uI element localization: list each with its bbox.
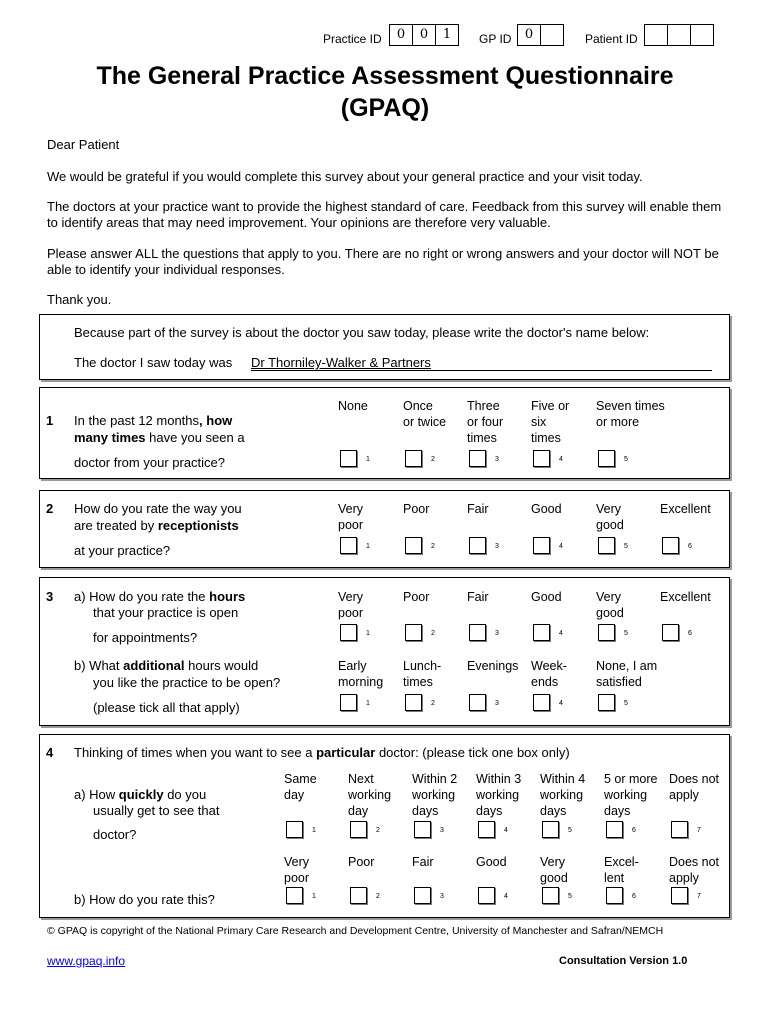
question-2-number: 2 <box>46 501 54 516</box>
practice-id-digit[interactable]: 0 <box>412 25 435 45</box>
q3a-code: 1 <box>366 630 370 637</box>
q3b-option-label: Early morning <box>338 659 384 689</box>
practice-id-boxes[interactable] <box>389 24 459 46</box>
q2-checkbox[interactable] <box>469 537 486 554</box>
question-3b-line-2: you like the practice to be open? <box>93 675 281 690</box>
gp-id-digit[interactable]: 0 <box>524 27 534 42</box>
gpaq-website-link[interactable]: www.gpaq.info <box>47 954 126 968</box>
q4a-text-2: do you <box>163 787 207 802</box>
q3a-checkbox[interactable] <box>533 624 550 641</box>
q2-checkbox[interactable] <box>405 537 422 554</box>
question-4a-line-3: doctor? <box>93 827 137 842</box>
q3a-option-label: Excellent <box>660 590 711 604</box>
q4b-option-label: Excel- lent <box>604 855 639 885</box>
question-3a-line-3: for appointments? <box>93 630 198 645</box>
gp-id-label: GP ID <box>479 32 512 46</box>
q3a-code: 6 <box>688 630 692 637</box>
q4b-code: 3 <box>440 893 444 900</box>
doctor-label: The doctor I saw today was <box>74 355 233 370</box>
question-3b-line-1 <box>74 657 258 674</box>
q2-option-label: Poor <box>403 502 430 516</box>
question-1-line-2 <box>74 429 245 446</box>
q4a-option-label: Within 4 working days <box>540 772 586 818</box>
q1-checkbox[interactable] <box>340 450 357 467</box>
q3b-code: 5 <box>624 700 628 707</box>
question-3b-line-3: (please tick all that apply) <box>93 700 240 715</box>
q3b-checkbox[interactable] <box>469 694 486 711</box>
q3a-code: 4 <box>559 630 563 637</box>
q4b-checkbox[interactable] <box>414 887 431 904</box>
greeting: Dear Patient <box>47 137 120 152</box>
q4-intro-text: Thinking of times when you want to see a <box>74 745 317 760</box>
intro-paragraph-3: Please answer ALL the questions that apply to you. There are no right or wrong answers and your doctor will NOT be able to identify your individual responses. <box>47 246 719 277</box>
q1-bold-2: many times <box>74 430 146 445</box>
q1-code: 5 <box>624 456 628 463</box>
q3b-checkbox[interactable] <box>533 694 550 711</box>
q4b-code: 7 <box>697 893 701 900</box>
q1-option-label: Seven times or more <box>596 399 665 429</box>
q4a-option-label: 5 or more working days <box>604 772 658 818</box>
q4-intro-text-2: doctor: (please tick one box only) <box>375 745 570 760</box>
q3b-checkbox[interactable] <box>598 694 615 711</box>
q3a-text: a) How do you rate the <box>74 589 210 604</box>
q3a-bold: hours <box>209 589 246 604</box>
q4b-option-label: Good <box>476 855 507 869</box>
q4b-checkbox[interactable] <box>478 887 495 904</box>
q4a-code: 4 <box>504 827 508 834</box>
doctor-prompt: Because part of the survey is about the doctor you saw today, please write the doctor's name below: <box>74 325 650 340</box>
q4b-code: 4 <box>504 893 508 900</box>
q2-code: 4 <box>559 543 563 550</box>
doctor-name-value: Dr Thorniley-Walker & Partners <box>251 355 431 370</box>
q1-text-2: have you seen a <box>145 430 245 445</box>
q4-intro-bold: particular <box>316 745 376 760</box>
q2-code: 1 <box>366 543 370 550</box>
question-1-line-1 <box>74 412 232 429</box>
q4b-option-label: Very poor <box>284 855 310 885</box>
practice-id-digit[interactable]: 0 <box>396 27 406 42</box>
q4b-checkbox[interactable] <box>542 887 559 904</box>
q2-option-label: Fair <box>467 502 489 516</box>
doctor-name-field[interactable] <box>251 355 712 371</box>
q3b-checkbox[interactable] <box>340 694 357 711</box>
q2-option-label: Very good <box>596 502 624 532</box>
question-4-number: 4 <box>46 745 54 760</box>
q2-checkbox[interactable] <box>340 537 357 554</box>
q3a-checkbox[interactable] <box>469 624 486 641</box>
q3a-option-label: Fair <box>467 590 489 604</box>
q4b-checkbox[interactable] <box>350 887 367 904</box>
q4a-checkbox[interactable] <box>286 821 303 838</box>
q3b-option-label: Lunch- times <box>403 659 442 689</box>
q1-option-label: None <box>338 399 368 413</box>
q1-code: 2 <box>431 456 435 463</box>
q2-code: 6 <box>688 543 692 550</box>
q4b-option-label: Fair <box>412 855 434 869</box>
patient-id-label: Patient ID <box>585 32 638 46</box>
copyright-text: © GPAQ is copyright of the National Primary Care Research and Development Centre, University of Manchester and Safran/NEMCH <box>47 925 664 937</box>
q1-text: In the past 12 months <box>74 413 200 428</box>
question-2-line-2 <box>74 517 239 534</box>
q4a-code: 5 <box>568 827 572 834</box>
q4a-code: 7 <box>697 827 701 834</box>
q4b-option-label: Very good <box>540 855 568 885</box>
question-3a-line-2: that your practice is open <box>93 605 239 620</box>
q3a-checkbox[interactable] <box>340 624 357 641</box>
q4b-option-label: Poor <box>348 855 375 869</box>
q2-text: are treated by <box>74 518 158 533</box>
q4b-checkbox[interactable] <box>671 887 688 904</box>
q4a-checkbox[interactable] <box>542 821 559 838</box>
q3a-checkbox[interactable] <box>405 624 422 641</box>
q4a-code: 6 <box>632 827 636 834</box>
q3b-bold: additional <box>123 658 185 673</box>
q3a-checkbox[interactable] <box>662 624 679 641</box>
question-4b-text: b) How do you rate this? <box>74 892 215 907</box>
q2-checkbox[interactable] <box>662 537 679 554</box>
q2-option-label: Very poor <box>338 502 364 532</box>
q1-option-label: Once or twice <box>403 399 447 429</box>
q2-bold: receptionists <box>157 518 239 533</box>
practice-id-label: Practice ID <box>323 32 382 46</box>
q4a-code: 1 <box>312 827 316 834</box>
q2-code: 5 <box>624 543 628 550</box>
q3b-code: 3 <box>495 700 499 707</box>
q4b-code: 1 <box>312 893 316 900</box>
q1-code: 3 <box>495 456 499 463</box>
q4a-option-label: Within 3 working days <box>476 772 522 818</box>
q3b-option-label: Evenings <box>467 659 519 673</box>
question-1-number: 1 <box>46 413 54 428</box>
intro-paragraph-1: We would be grateful if you would complete this survey about your general practice and your visit today. <box>47 169 643 184</box>
q4a-checkbox[interactable] <box>350 821 367 838</box>
q4b-code: 2 <box>376 893 380 900</box>
q3b-text: b) What <box>74 658 124 673</box>
gp-id-digit[interactable] <box>540 25 563 45</box>
q2-option-label: Excellent <box>660 502 711 516</box>
q3b-text-2: hours would <box>184 658 259 673</box>
q3a-option-label: Very good <box>596 590 624 620</box>
q1-checkbox[interactable] <box>469 450 486 467</box>
q1-bold: , how <box>199 413 233 428</box>
gp-id-boxes[interactable] <box>517 24 564 46</box>
q1-option-label: Three or four times <box>467 399 504 445</box>
q1-option-label: Five or six times <box>531 399 570 445</box>
q3a-option-label: Very poor <box>338 590 364 620</box>
intro-paragraph-2: The doctors at your practice want to provide the highest standard of care. Feedback from this survey will enable them to identify areas that may need improvement. Your opinions are therefore very valuable. <box>47 199 722 230</box>
q2-code: 3 <box>495 543 499 550</box>
q3a-option-label: Good <box>531 590 562 604</box>
q4a-option-label: Next working day <box>348 772 392 818</box>
q1-checkbox[interactable] <box>405 450 422 467</box>
q3b-code: 2 <box>431 700 435 707</box>
q1-code: 4 <box>559 456 563 463</box>
patient-id-digit[interactable] <box>645 25 667 45</box>
question-2-line-1: How do you rate the way you <box>74 501 242 516</box>
q4a-checkbox[interactable] <box>671 821 688 838</box>
q4b-checkbox[interactable] <box>606 887 623 904</box>
q4a-option-label: Same day <box>284 772 317 802</box>
question-1-line-3: doctor from your practice? <box>74 455 226 470</box>
question-2-line-3: at your practice? <box>74 543 171 558</box>
q3a-code: 2 <box>431 630 435 637</box>
q4a-bold: quickly <box>118 787 164 802</box>
q4b-checkbox[interactable] <box>286 887 303 904</box>
q1-code: 1 <box>366 456 370 463</box>
practice-id-digit[interactable]: 1 <box>435 25 458 45</box>
version-text: Consultation Version 1.0 <box>559 955 688 967</box>
question-3-number: 3 <box>46 589 54 604</box>
q2-code: 2 <box>431 543 435 550</box>
q4a-text: a) How <box>74 787 119 802</box>
question-3a-line-1 <box>74 588 245 605</box>
patient-id-boxes[interactable] <box>644 24 714 46</box>
q3a-code: 3 <box>495 630 499 637</box>
q3b-checkbox[interactable] <box>405 694 422 711</box>
q4a-checkbox[interactable] <box>414 821 431 838</box>
question-4a-line-1 <box>74 786 206 803</box>
q4a-checkbox[interactable] <box>606 821 623 838</box>
q3b-code: 1 <box>366 700 370 707</box>
question-4-intro <box>74 744 570 761</box>
patient-id-digit[interactable] <box>667 25 690 45</box>
q4a-code: 2 <box>376 827 380 834</box>
q1-checkbox[interactable] <box>598 450 615 467</box>
page-title <box>0 60 770 124</box>
q3a-option-label: Poor <box>403 590 430 604</box>
q2-checkbox[interactable] <box>533 537 550 554</box>
q2-option-label: Good <box>531 502 562 516</box>
q3b-option-label: None, I am satisfied <box>596 659 658 689</box>
q4a-option-label: Does not apply <box>669 772 720 802</box>
thanks-text: Thank you. <box>47 292 112 307</box>
q3b-option-label: Week- ends <box>531 659 567 689</box>
q4b-option-label: Does not apply <box>669 855 720 885</box>
q1-checkbox[interactable] <box>533 450 550 467</box>
q2-checkbox[interactable] <box>598 537 615 554</box>
q4b-code: 6 <box>632 893 636 900</box>
q4a-option-label: Within 2 working days <box>412 772 458 818</box>
q3b-code: 4 <box>559 700 563 707</box>
patient-id-digit[interactable] <box>690 25 713 45</box>
q3a-checkbox[interactable] <box>598 624 615 641</box>
title-line-1: The General Practice Assessment Questionnaire <box>96 62 674 90</box>
q4b-code: 5 <box>568 893 572 900</box>
question-4a-line-2: usually get to see that <box>93 803 220 818</box>
title-line-2: (GPAQ) <box>340 94 430 122</box>
q4a-checkbox[interactable] <box>478 821 495 838</box>
q4a-code: 3 <box>440 827 444 834</box>
q3a-code: 5 <box>624 630 628 637</box>
